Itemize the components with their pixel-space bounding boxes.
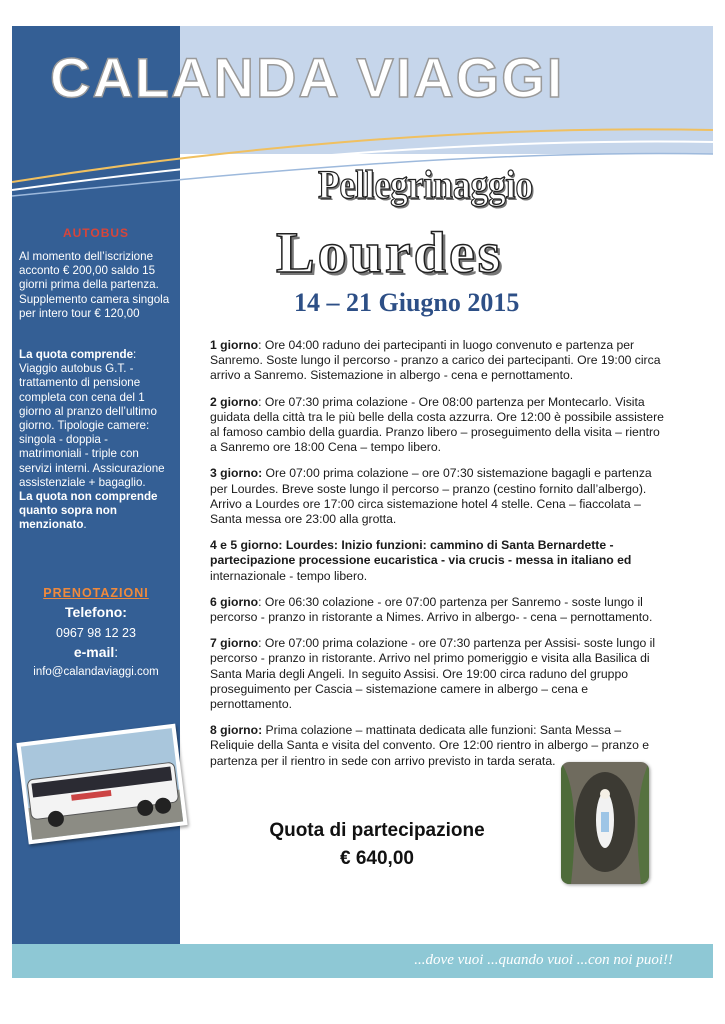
bus-photo — [16, 724, 187, 845]
itinerary-day: 1 giorno: Ore 04:00 raduno dei partecipanti in luogo convenuto e partenza per Sanremo. Soste lungo il percorso - pranzo a carico dei partecipanti. Ore 19:00 circa arrivo a Sanremo. Sistemazione in albergo - cena e pernottamento. — [210, 338, 661, 383]
quota-comprende-block: La quota comprende: Viaggio autobus G.T. - trattamento di pensione completa con cena del 1 giorno al pranzo dell’ultimo giorno. Tipologie camere: singola - doppia - matrimoniali - triple con servizi interni. Assicurazione assistenziale + bagaglio. La quota non comprende quanto sopra non menzionato. — [19, 348, 165, 532]
grotto-image-icon — [561, 762, 649, 884]
itinerary-day: 6 giorno: Ore 06:30 colazione - ore 07:00 partenza per Sanremo - soste lungo il percorso - pranzo in ristorante a Nimes. Arrivo in albergo- - cena – pernottamento. — [210, 594, 653, 625]
telefono-value: 0967 98 12 23 — [56, 626, 136, 640]
email-label: e-mail — [73, 644, 115, 660]
autobus-heading: AUTOBUS — [62, 226, 130, 240]
itinerary-day: 3 giorno: Ore 07:00 prima colazione – ore 07:30 sistemazione bagagli e partenza per Lourdes. Breve soste lungo il percorso – pranzo (cestino fornito dall’albergo). Arrivo a Lourdes ore 17:00 circa sistemazione hotel 4 stelle. Cena – fiaccolata – Santa messa ore 23:00 alla grotta. — [210, 466, 652, 527]
itinerary-day: 2 giorno: Ore 07:30 prima colazione - Ore 08:00 partenza per Montecarlo. Visita guidata della città tra le più belle della costa azzurra. Ore 12:00 è possibile assistere al famoso cambio della guardia. Pranzo libero – proseguimento della visita – rientro a Sanremo ore 18:00 Cena – tempo libero. — [210, 394, 664, 455]
autobus-text: Al momento dell’iscrizione acconto € 200,00 saldo 15 giorni prima della partenza. Supplemento camera singola per intero tour € 120,00 — [19, 250, 170, 320]
bus-image-icon — [16, 724, 187, 845]
itinerary-day: 7 giorno: Ore 07:00 prima colazione - ore 07:30 partenza per Assisi- soste lungo il percorso - pranzo in ristorante. Arrivo nel primo pomeriggio e visita alla Basilica di Santa Maria degli Angeli. In seguito Assisi. Ore 19:00 circa raduno del gruppo proseguimento per Cascia – sistemazione camere in albergo – cena e pernottamento. — [210, 636, 656, 712]
quota-comprende-label: La quota comprende — [19, 348, 134, 361]
event-title-line1: Pellegrinaggio — [318, 162, 534, 207]
price-value: € 640,00 — [340, 848, 414, 869]
itinerary — [210, 338, 668, 780]
event-title-line2: Lourdes — [276, 220, 504, 285]
prenotazioni-heading: PRENOTAZIONI — [43, 586, 149, 600]
itinerary-day: 4 e 5 giorno: Lourdes: Inizio funzioni: cammino di Santa Bernardette - partecipazione processione eucaristica - via crucis - messa in italiano ed internazionale - tempo libero. — [210, 538, 632, 583]
telefono-label: Telefono: — [65, 604, 127, 620]
footer-slogan: ...dove vuoi ...quando vuoi ...con noi puoi!! — [414, 952, 673, 968]
brand-title: CALANDA VIAGGI — [50, 46, 565, 109]
price-label: Quota di partecipazione — [269, 820, 485, 841]
quota-comprende-text: Viaggio autobus G.T. - trattamento di pensione completa con cena del 1 giorno al pranzo dell’ultimo giorno. Tipologie camere: singola - doppia - matrimoniali - triple con servizi interni. Assicurazione assistenziale + bagaglio. — [19, 362, 165, 489]
event-dates: 14 – 21 Giugno 2015 — [294, 288, 520, 317]
lourdes-grotto-photo — [561, 762, 649, 884]
quota-non-comprende: La quota non comprende quanto sopra non menzionato — [19, 490, 158, 532]
itinerary-day: 8 giorno: Prima colazione – mattinata dedicata alle funzioni: Santa Messa – Reliquie della Santa e visita del convento. Ore 12:00 rientro in albergo – pranzo e partenza per il rientro in sede con arrivo previsto in tarda serata. — [210, 723, 650, 768]
email-label-block: e-mail: — [73, 644, 119, 660]
email-link[interactable]: info@calandaviaggi.com — [33, 666, 159, 678]
